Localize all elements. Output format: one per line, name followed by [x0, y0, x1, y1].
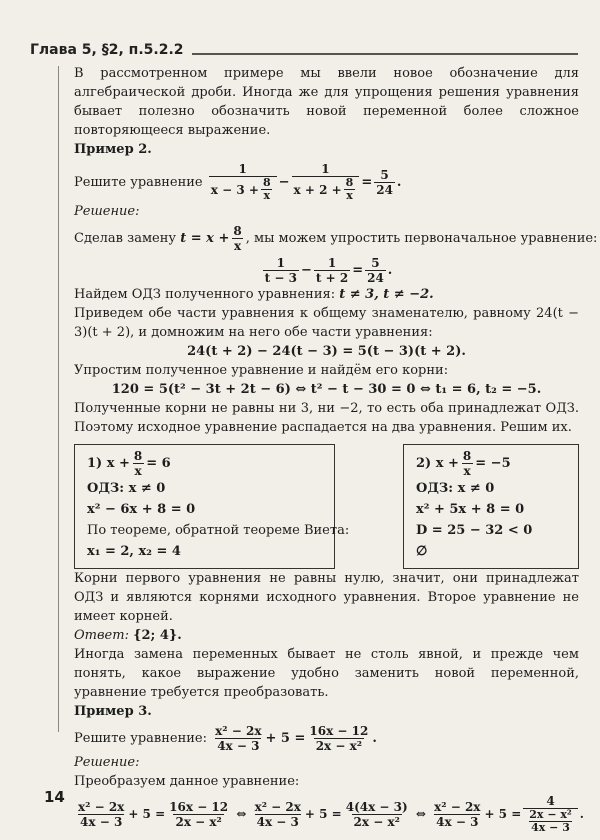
- example2-solution-label: Решение:: [74, 204, 140, 219]
- answer-label: Ответ:: [74, 628, 129, 643]
- sub-frac-den: x: [233, 239, 242, 253]
- inner-den: x: [346, 189, 353, 202]
- example3-task: [74, 724, 579, 753]
- case2-empty-set: ∅: [416, 544, 428, 559]
- frac-num: 5: [380, 167, 389, 182]
- transition-paragraph: Иногда замена переменных бывает не столь явной, и прежде чем понять, какое выражение удобно заменить новой переменной, уравнение требуется преобразовать.: [74, 647, 579, 700]
- inner-num: 8: [345, 176, 354, 189]
- case2-frac: [461, 449, 473, 478]
- frac-num: x² − 2x: [434, 799, 481, 814]
- example3-equation: [211, 724, 377, 753]
- frac-den: 4x − 3: [80, 814, 123, 829]
- frac-den: t − 3: [264, 271, 297, 285]
- equals-sign: =: [361, 174, 373, 190]
- iff-sign: ⇔: [236, 806, 247, 821]
- plus-five: + 5 =: [128, 806, 166, 821]
- cases-boxes: [74, 444, 579, 569]
- example3-task-text: Решите уравнение:: [74, 731, 208, 746]
- e3-frac-1: [213, 724, 263, 753]
- margin-line: [58, 66, 59, 732]
- roots-paragraph: Полученные корни не равны ни 3, ни −2, то есть оба принадлежат ОДЗ. Поэтому исходное уравнение распадается на два уравнения. Решим их.: [74, 401, 579, 435]
- den-text: x − 3 +: [210, 182, 259, 197]
- t-frac-2: [314, 256, 350, 285]
- iff-sign: ⇔: [415, 806, 426, 821]
- case1-equation: [87, 449, 322, 478]
- chain-frac-a: [76, 800, 126, 829]
- answer-line: [74, 626, 579, 645]
- frac-num: 16x − 12: [309, 724, 369, 738]
- frac-3: [374, 168, 395, 197]
- period: .: [396, 174, 402, 190]
- den-text: x + 2 +: [293, 182, 342, 197]
- period: .: [579, 806, 584, 821]
- example3-title: Пример 3.: [74, 704, 152, 719]
- nested-den: 4x − 3: [531, 821, 570, 834]
- frac-den: 4x − 3: [436, 814, 479, 829]
- frac-den: t + 2: [315, 271, 349, 285]
- frac-num: x² − 2x: [78, 799, 125, 814]
- odz-line: [74, 285, 579, 304]
- odz-value: t ≠ 3, t ≠ −2.: [339, 287, 434, 302]
- case2-discriminant: D = 25 − 32 < 0: [416, 523, 533, 538]
- multiply-paragraph: Приведем обе части уравнения к общему знаменателю, равному 24(t − 3)(t + 2), и домножим на него обе части уравнения:: [74, 306, 579, 340]
- simplify-paragraph: Упростим полученное уравнение и найдём его корни:: [74, 363, 449, 378]
- example3-solution-label: Решение:: [74, 755, 140, 770]
- e3-frac-2: [307, 724, 370, 753]
- frac-den: 4x − 3: [217, 739, 260, 753]
- odz-text: Найдем ОДЗ полученного уравнения:: [74, 287, 336, 302]
- chain-frac-b: [167, 800, 230, 829]
- header-rule: [192, 53, 578, 55]
- frac-num: 1: [327, 256, 337, 270]
- period: .: [372, 731, 377, 746]
- frac-den: [292, 176, 360, 202]
- frac-den: [209, 176, 277, 202]
- case1-rhs: = 6: [146, 456, 171, 471]
- frac-num: x² − 2x: [254, 799, 301, 814]
- inner-den: x: [263, 189, 271, 202]
- frac-num: 4(4x − 3): [345, 799, 408, 814]
- case1-odz: ОДЗ: x ≠ 0: [87, 481, 166, 496]
- case2-quadratic: x² + 5x + 8 = 0: [416, 502, 525, 517]
- intro-paragraph: В рассмотренном примере мы ввели новое обозначение для алгебраической дроби. Иногда же для упрощения решения уравнения бывает полезно обозначить новой переменной более сложное повторяющееся выражение.: [74, 66, 579, 138]
- frac-den: x: [463, 464, 471, 478]
- sub-expression: t = x +: [180, 231, 230, 246]
- conclusion-paragraph: Корни первого уравнения не равны нулю, значит, они принадлежат ОДЗ и являются корнями исходного уравнения. Второе уравнение не имеет корней.: [74, 571, 579, 624]
- inner-num: 8: [262, 176, 271, 189]
- equation-t: [74, 256, 579, 285]
- t-frac-3: [365, 256, 386, 285]
- case1-lhs: x +: [106, 456, 130, 471]
- case1-quadratic: x² − 6x + 8 = 0: [87, 502, 196, 517]
- case2-lhs: x +: [435, 456, 459, 471]
- frac-den: 4x − 3: [256, 814, 299, 829]
- minus-sign: −: [300, 263, 312, 278]
- frac-num: 8: [462, 449, 472, 463]
- frac-2: [292, 162, 360, 202]
- frac-den: 24: [376, 182, 393, 197]
- plus-five: + 5 =: [304, 806, 342, 821]
- example2-task: [74, 162, 579, 202]
- equation-t-body: [261, 256, 393, 285]
- sub-frac-num: 8: [233, 224, 242, 238]
- case1-vieta: По теореме, обратной теореме Виета:: [87, 523, 350, 538]
- case1-frac: [132, 449, 144, 478]
- inner-frac: [344, 177, 356, 202]
- page-content: [74, 64, 598, 834]
- equation-expanded: 24(t + 2) − 24(t − 3) = 5(t − 3)(t + 2).: [187, 344, 466, 359]
- frac-den: x: [134, 464, 142, 478]
- frac-num: 4: [546, 794, 555, 808]
- frac-num: x² − 2x: [215, 724, 262, 738]
- example2-equation: [207, 162, 402, 202]
- answer-value: {2; 4}.: [133, 628, 182, 643]
- frac-num: 8: [133, 449, 143, 463]
- chain-frac-a2: [253, 800, 303, 829]
- case2-equation: [416, 449, 566, 478]
- nested-frac: [527, 809, 573, 834]
- page-header: [30, 38, 578, 58]
- equation-roots: 120 = 5(t² − 3t + 2t − 6) ⇔ t² − t − 30 = 0 ⇔ t₁ = 6, t₂ = −5.: [111, 382, 542, 397]
- t-frac-1: [263, 256, 299, 285]
- period: .: [387, 263, 393, 278]
- chapter-title: Глава 5, §2, п.5.2.2: [30, 42, 184, 58]
- sub-text-before: Сделав замену: [74, 231, 177, 246]
- case-box-2: [403, 444, 579, 569]
- frac-num: 1: [276, 256, 285, 270]
- inner-frac: [261, 177, 273, 202]
- sub-frac: [231, 224, 243, 253]
- page-number: 14: [44, 788, 65, 806]
- case2-odz: ОДЗ: x ≠ 0: [416, 481, 495, 496]
- chain-frac-c: [344, 800, 410, 829]
- transform-text: Преобразуем данное уравнение:: [74, 774, 300, 789]
- case1-roots: x₁ = 2, x₂ = 4: [87, 544, 181, 559]
- frac-den: 24: [367, 271, 384, 285]
- transform-chain: [74, 794, 584, 834]
- frac-num: 5: [371, 256, 380, 270]
- frac-den: 2x − x²: [353, 814, 400, 829]
- sub-text-after: , мы можем упростить первоначальное уравнение:: [245, 231, 598, 246]
- frac-den: 2x − x²: [315, 739, 363, 753]
- case1-label: 1): [87, 456, 103, 471]
- frac-den: [523, 808, 577, 834]
- case2-rhs: = −5: [475, 456, 511, 471]
- frac-num: 1: [238, 162, 247, 176]
- chain-frac-e: [523, 794, 577, 834]
- case2-label: 2): [416, 456, 432, 471]
- case-box-1: [74, 444, 350, 569]
- plus-five: + 5 =: [265, 731, 306, 746]
- substitution-line: [74, 224, 598, 253]
- plus-five: + 5 =: [484, 806, 522, 821]
- frac-den: 2x − x²: [175, 814, 222, 829]
- example2-title: Пример 2.: [74, 142, 152, 157]
- frac-num: 1: [321, 162, 330, 176]
- chain-frac-a3: [432, 800, 482, 829]
- minus-sign: −: [278, 174, 290, 190]
- frac-1: [209, 162, 277, 202]
- equals-sign: =: [352, 263, 364, 278]
- frac-num: 16x − 12: [169, 799, 229, 814]
- example2-task-text: Решите уравнение: [74, 174, 203, 190]
- nested-num: 2x − x²: [529, 808, 572, 821]
